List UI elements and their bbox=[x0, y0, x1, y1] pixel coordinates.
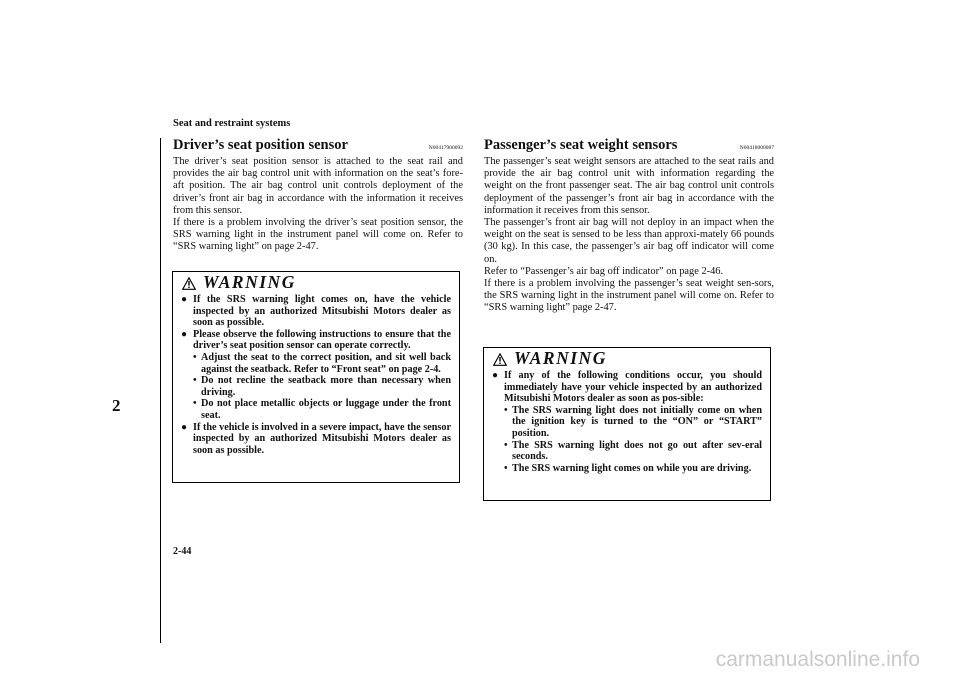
warning-item: ● Please observe the following instructions to ensure that the driver’s seat position sensor can operate correctly. • Adjust the seat to the correct position, and sit well back against the seatback. Refer to “Front seat” on page 2-4. • Do not recline the seatback more than necessary when driving. • Do not place metallic objects or luggage under the front seat. bbox=[181, 328, 451, 421]
warning-subitem: • The SRS warning light does not go out after sev-eral seconds. bbox=[504, 439, 762, 463]
warning-subitem: • The SRS warning light comes on while you are driving. bbox=[504, 462, 752, 474]
bullet-icon: ● bbox=[181, 328, 188, 340]
section-body bbox=[484, 156, 774, 315]
dot-icon: • bbox=[193, 398, 197, 410]
bullet-icon: ● bbox=[181, 421, 188, 433]
warning-label: WARNING bbox=[203, 272, 296, 292]
warning-subitem: • Do not place metallic objects or luggage under the front seat. bbox=[193, 398, 451, 421]
dot-icon: • bbox=[193, 375, 197, 387]
warning-subitem: • Adjust the seat to the correct position, and sit well back against the seatback. Refer to “Front seat” on page 2-4. bbox=[193, 351, 451, 375]
warning-triangle-icon bbox=[182, 277, 196, 290]
passenger-sensor-section bbox=[484, 136, 774, 315]
warning-item: ● If any of the following conditions occur, you should immediately have your vehicle inspected by an authorized Mitsubishi Motors dealer as soon as pos-sible: • The SRS warning light does not initially come on when the ignition key is turned to the “ON” or “START” position. • The SRS warning light does not go out after sev-eral seconds. • The SRS warning light comes on while you are driving. bbox=[492, 370, 762, 474]
section-title: Driver’s seat position sensor bbox=[173, 137, 348, 153]
dot-icon: • bbox=[504, 462, 508, 474]
warning-box bbox=[172, 271, 460, 483]
paragraph: The passenger’s front air bag will not deploy in an impact when the weight on the seat is sensed to be less than approxi-mately 66 pounds (30 kg). In this case, the passenger’s air bag off indicator will come on. bbox=[484, 217, 774, 265]
warning-item: ● If the vehicle is involved in a severe impact, have the sensor inspected by an authorized Mitsubishi Motors dealer as soon as possible. bbox=[181, 421, 451, 456]
section-title: Passenger’s seat weight sensors bbox=[484, 137, 678, 153]
paragraph: Refer to “Passenger’s air bag off indicator” on page 2-46. bbox=[484, 265, 724, 277]
section-code: N00418000087 bbox=[739, 145, 774, 151]
paragraph: The driver’s seat position sensor is attached to the seat rail and provides the air bag control unit with information on the seat’s fore-aft position. The air bag control unit controls deployment of the driver’s front air bag in accordance with the information it receives from this sensor. bbox=[173, 156, 463, 216]
warning-subitem: • The SRS warning light does not initially come on when the ignition key is turned to the “ON” or “START” position. bbox=[504, 404, 762, 439]
warning-box bbox=[483, 347, 771, 501]
dot-icon: • bbox=[193, 351, 197, 363]
bullet-icon: ● bbox=[492, 370, 499, 381]
chapter-number: 2 bbox=[112, 396, 121, 415]
dot-icon: • bbox=[504, 439, 508, 451]
dot-icon: • bbox=[504, 404, 508, 416]
warning-triangle-icon bbox=[493, 353, 507, 366]
section-header: Seat and restraint systems bbox=[173, 118, 291, 129]
paragraph: The passenger’s seat weight sensors are attached to the seat rails and provide the air bag control unit with information regarding the weight on the front passenger seat. The air bag control unit controls deployment of the passenger’s front air bag in accordance with the information it receives from this sensor. bbox=[484, 156, 774, 216]
page-number: 2-44 bbox=[173, 546, 192, 557]
chapter-tab bbox=[108, 138, 161, 643]
section-code: N00417900092 bbox=[428, 145, 463, 151]
bullet-icon: ● bbox=[181, 294, 188, 305]
driver-sensor-section bbox=[173, 136, 463, 254]
paragraph: If there is a problem involving the passenger’s seat weight sen-sors, the SRS warning light in the instrument panel will come on. Refer to “SRS warning light” page 2-47. bbox=[484, 278, 774, 314]
warning-label: WARNING bbox=[514, 348, 607, 368]
paragraph: If there is a problem involving the driver’s seat position sensor, the SRS warning light in the instrument panel will come on. Refer to “SRS warning light” on page 2-47. bbox=[173, 217, 463, 253]
section-body bbox=[173, 156, 463, 254]
warning-item: ● If the SRS warning light comes on, have the vehicle inspected by an authorized Mitsubishi Motors dealer as soon as possible. bbox=[181, 294, 451, 329]
watermark: carmanualsonline.info bbox=[715, 648, 920, 671]
warning-subitem: • Do not recline the seatback more than necessary when driving. bbox=[193, 375, 451, 398]
